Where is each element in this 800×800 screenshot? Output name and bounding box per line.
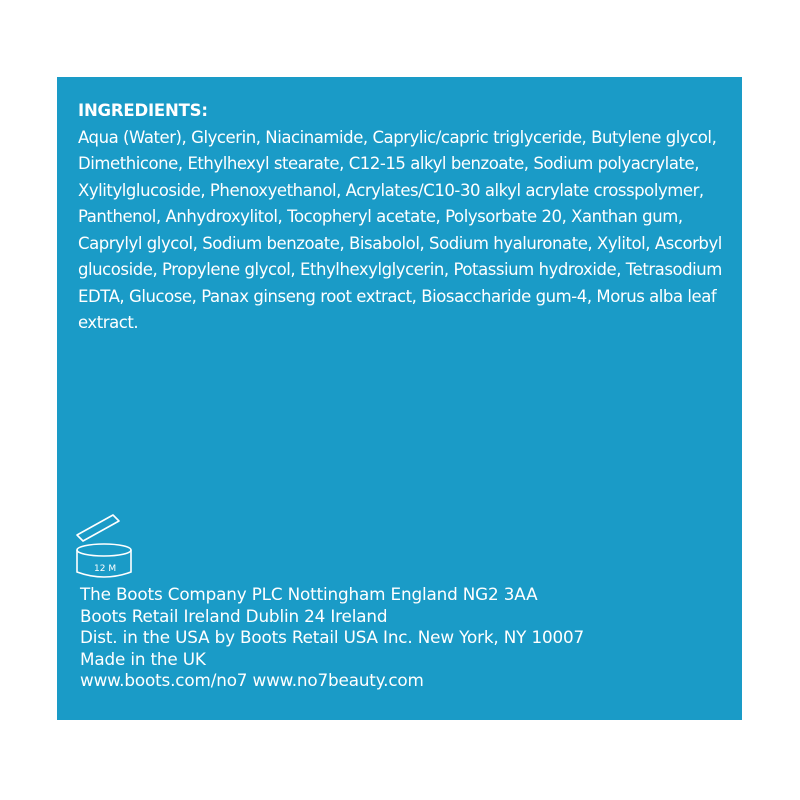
address-line-origin: Made in the UK — [80, 648, 206, 669]
address-line-usa: Dist. in the USA by Boots Retail USA Inc. New York, NY 10007 — [80, 627, 585, 647]
address-line-company: The Boots Company PLC Nottingham England NG2 3AA — [80, 584, 538, 604]
address-block — [80, 584, 735, 692]
open-jar-icon — [73, 510, 135, 580]
pao-label: 12 M — [94, 564, 117, 574]
address-line-ireland: Boots Retail Ireland Dublin 24 Ireland — [80, 605, 388, 626]
ingredients-list: Aqua (Water), Glycerin, Niacinamide, Caprylic/capric triglyceride, Butylene glycol, Dimethicone, Ethylhexyl stearate, C12-15 alkyl benzoate, Sodium polyacrylate, Xylitylglucoside, Phenoxyethanol, Acrylates/C10-30 alkyl acrylate crosspolymer, Panthenol, Anhydroxylitol, Tocopheryl acetate, Polysorbate 20, Xanthan gum, Caprylyl glycol, Sodium benzoate, Bisabolol, Sodium hyaluronate, Xylitol, Ascorbyl glucoside, Propylene glycol, Ethylhexylglycerin, Potassium hydroxide, Tetrasodium EDTA, Glucose, Panax ginseng root extract, Biosaccharide gum-4, Morus alba leaf extract. — [78, 127, 722, 332]
ingredients-heading: INGREDIENTS: — [78, 101, 208, 120]
label-panel — [57, 77, 742, 720]
address-line-websites: www.boots.com/no7 www.no7beauty.com — [80, 670, 424, 690]
ingredients-block — [78, 98, 733, 337]
